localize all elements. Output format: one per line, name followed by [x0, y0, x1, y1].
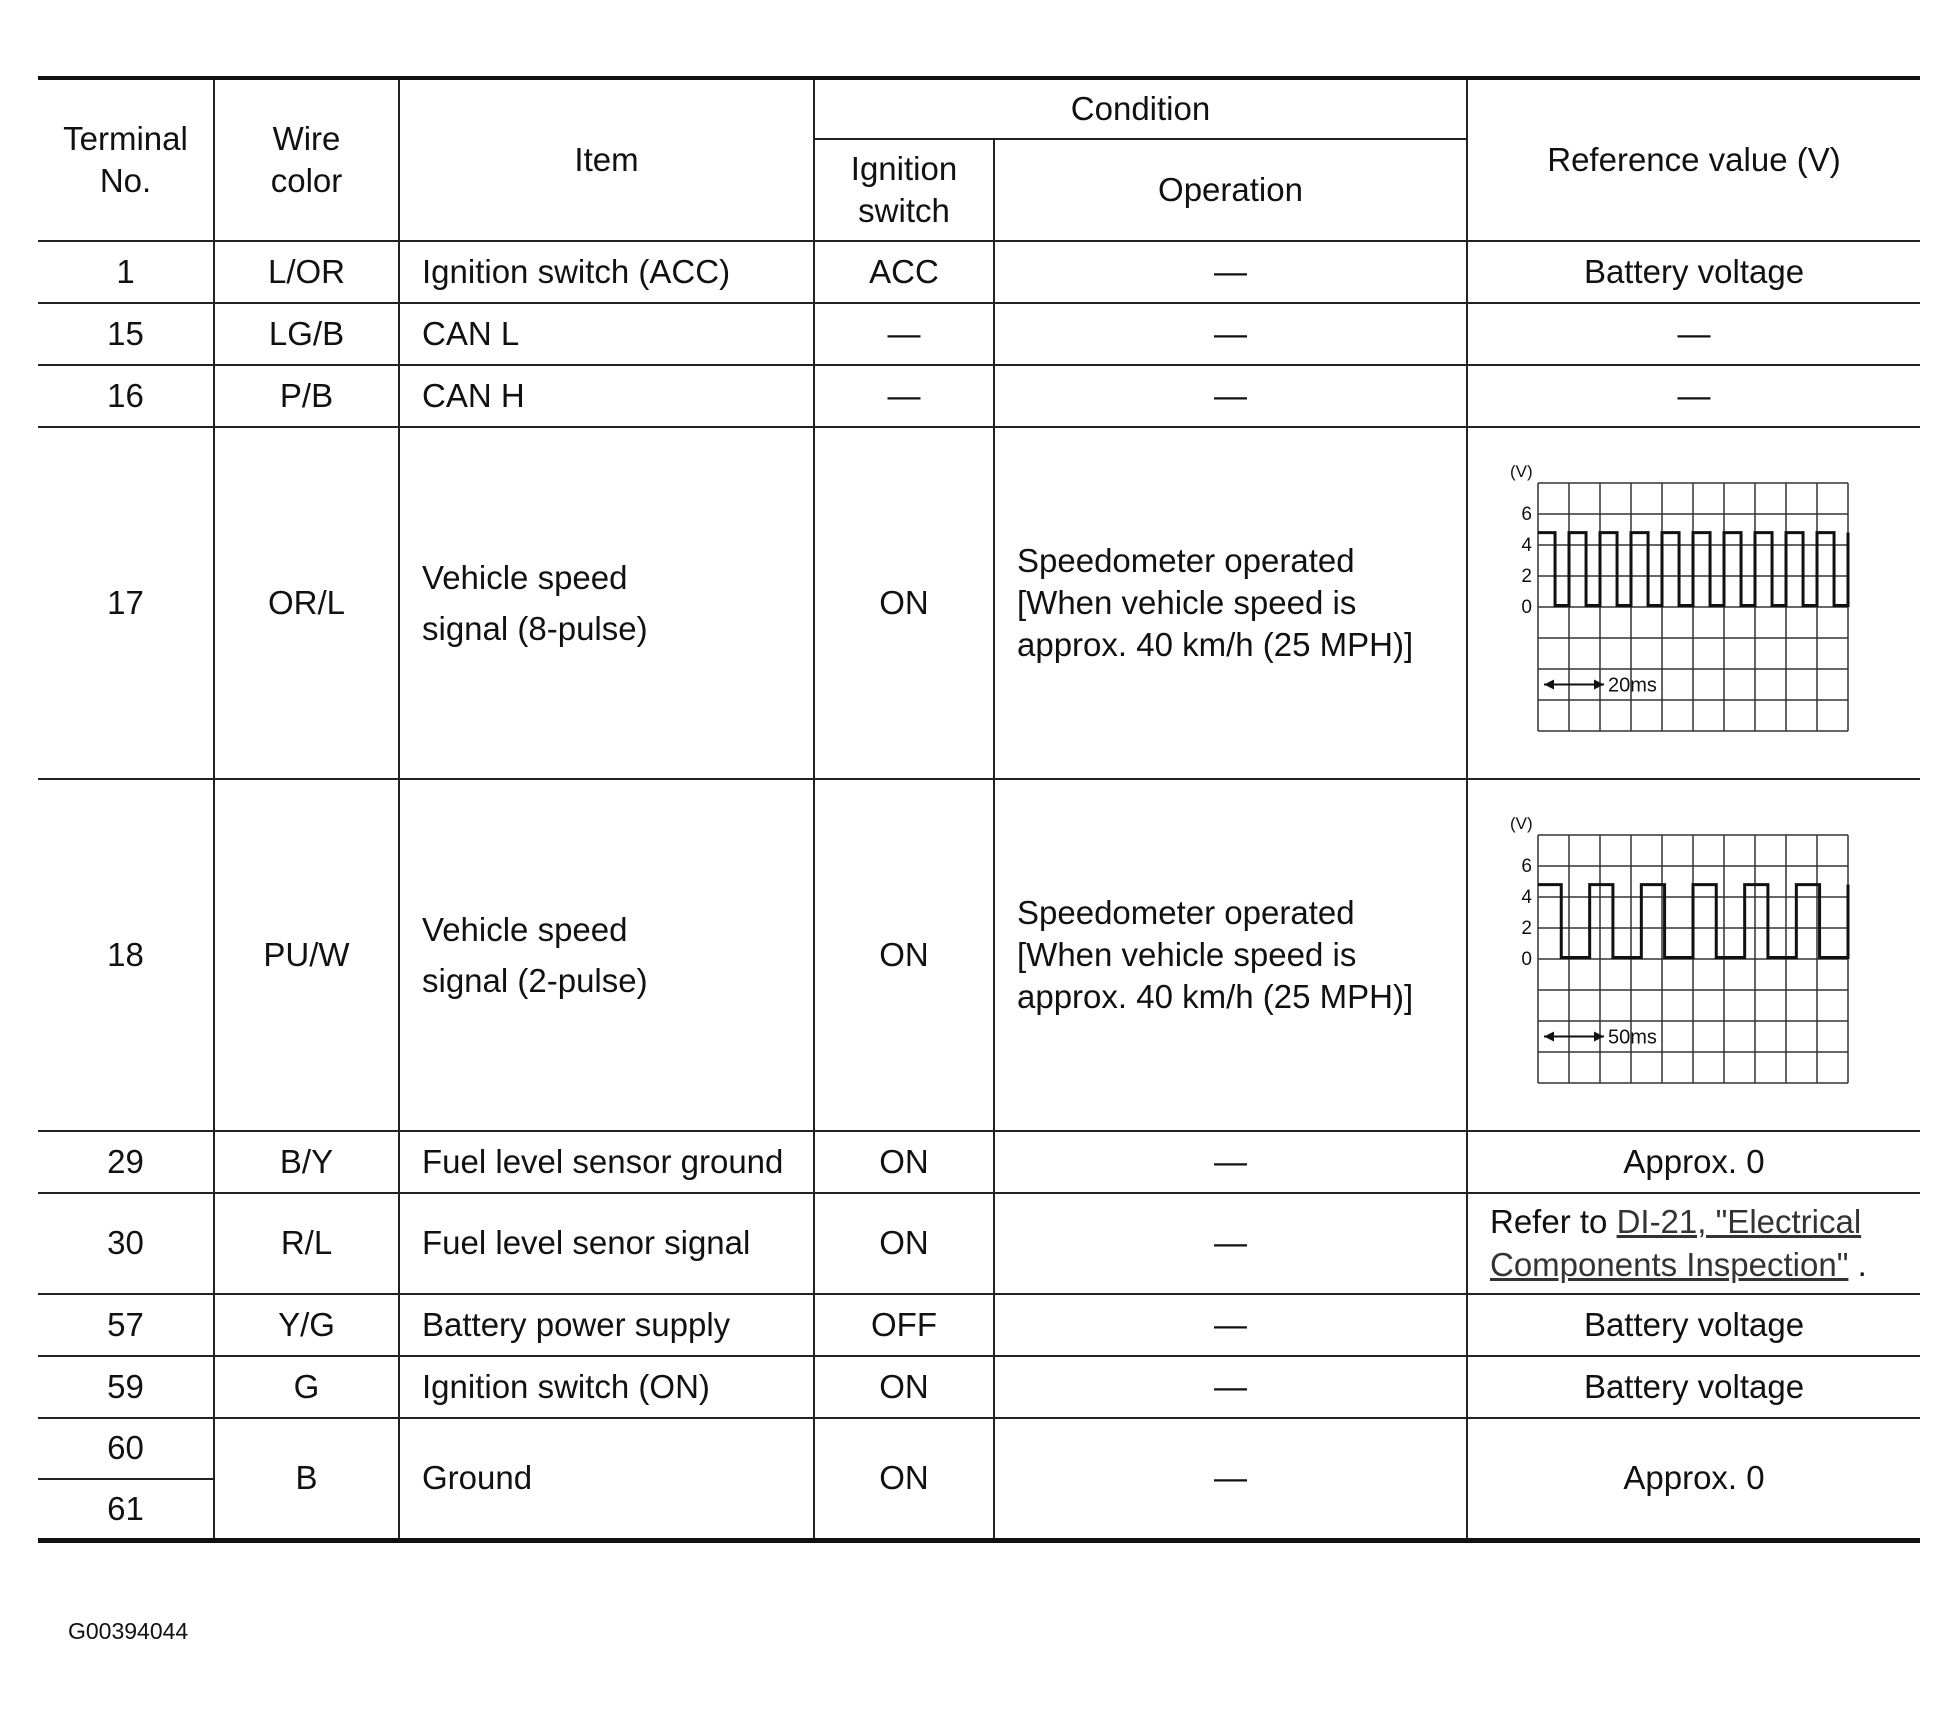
operation-cell: —	[994, 1294, 1467, 1356]
header-item: Item	[399, 78, 814, 241]
time-base-label: 20ms	[1608, 674, 1657, 697]
terminal-cell: 16	[38, 365, 214, 427]
y-tick-label: 0	[1521, 949, 1532, 970]
operation-cell: —	[994, 241, 1467, 303]
wire-cell: R/L	[214, 1193, 399, 1294]
scope-grid	[1538, 835, 1848, 1083]
reference-cell: Refer to DI-21, "Electrical Components Inspection" .	[1467, 1193, 1920, 1294]
wire-cell: P/B	[214, 365, 399, 427]
ignition-cell: ON	[814, 427, 994, 779]
terminal-cell: 15	[38, 303, 214, 365]
header-terminal: Terminal No.	[38, 78, 214, 241]
table-row	[38, 1418, 1920, 1479]
terminal-reference-table	[38, 76, 1920, 1543]
figure-id: G00394044	[68, 1618, 189, 1644]
square-wave-trace	[1538, 533, 1848, 606]
time-marker-arrow-left	[1544, 1032, 1554, 1042]
ignition-cell: ON	[814, 1418, 994, 1540]
table-row	[38, 427, 1920, 779]
terminal-cell: 59	[38, 1356, 214, 1418]
y-tick-label: 0	[1521, 597, 1532, 618]
item-cell: CAN H	[399, 365, 814, 427]
wire-cell: Y/G	[214, 1294, 399, 1356]
header-reference: Reference value (V)	[1467, 78, 1920, 241]
y-tick-label: 6	[1521, 504, 1532, 525]
ignition-cell: ON	[814, 779, 994, 1131]
terminal-cell: 60	[38, 1418, 214, 1479]
item-cell: Fuel level sensor ground	[399, 1131, 814, 1193]
terminal-cell: 17	[38, 427, 214, 779]
ignition-cell: ACC	[814, 241, 994, 303]
time-base-label: 50ms	[1608, 1026, 1657, 1049]
time-marker-arrow-left	[1544, 680, 1554, 690]
reference-cell	[1467, 427, 1920, 779]
header-operation: Operation	[994, 139, 1467, 241]
terminal-cell: 30	[38, 1193, 214, 1294]
terminal-cell: 61	[38, 1479, 214, 1540]
operation-cell: —	[994, 1418, 1467, 1540]
y-axis-unit: (V)	[1510, 815, 1533, 833]
ignition-cell: ON	[814, 1193, 994, 1294]
time-marker-arrow-right	[1594, 1032, 1604, 1042]
item-cell: Fuel level senor signal	[399, 1193, 814, 1294]
terminal-cell: 1	[38, 241, 214, 303]
item-cell: Ground	[399, 1418, 814, 1540]
reference-cell: Battery voltage	[1467, 1356, 1920, 1418]
ignition-cell: OFF	[814, 1294, 994, 1356]
item-cell: Battery power supply	[399, 1294, 814, 1356]
y-tick-label: 6	[1521, 856, 1532, 877]
y-tick-label: 4	[1521, 887, 1532, 908]
ignition-cell: ON	[814, 1356, 994, 1418]
wire-cell: LG/B	[214, 303, 399, 365]
table-row	[38, 1356, 1920, 1418]
waveform-8-pulse-chart	[1506, 463, 1866, 743]
waveform-2-pulse-chart	[1506, 815, 1866, 1095]
terminal-reference-table-wrapper	[38, 76, 1920, 1543]
table-row	[38, 1294, 1920, 1356]
table-row	[38, 1131, 1920, 1193]
item-cell: CAN L	[399, 303, 814, 365]
item-cell: Ignition switch (ACC)	[399, 241, 814, 303]
reference-cell: Battery voltage	[1467, 1294, 1920, 1356]
y-tick-label: 2	[1521, 918, 1532, 939]
wire-cell: G	[214, 1356, 399, 1418]
reference-cell: Approx. 0	[1467, 1131, 1920, 1193]
item-cell: Vehicle speed signal (2-pulse)	[399, 779, 814, 1131]
y-tick-label: 2	[1521, 566, 1532, 587]
scope-grid	[1538, 483, 1848, 731]
wire-cell: L/OR	[214, 241, 399, 303]
table-row	[38, 779, 1920, 1131]
reference-cell: —	[1467, 303, 1920, 365]
operation-cell: Speedometer operated [When vehicle speed is approx. 40 km/h (25 MPH)]	[994, 779, 1467, 1131]
operation-cell: —	[994, 1193, 1467, 1294]
table-row	[38, 303, 1920, 365]
ignition-cell: —	[814, 365, 994, 427]
di-21-reference-link[interactable]: DI-21, "Electrical Components Inspection"	[1490, 1203, 1862, 1283]
time-marker-arrow-right	[1594, 680, 1604, 690]
square-wave-trace	[1538, 885, 1848, 958]
header-ignition-switch: Ignition switch	[814, 139, 994, 241]
reference-cell: Approx. 0	[1467, 1418, 1920, 1540]
header-row-1	[38, 78, 1920, 139]
header-condition: Condition	[814, 78, 1467, 139]
table-row	[38, 365, 1920, 427]
wire-cell: PU/W	[214, 779, 399, 1131]
terminal-cell: 57	[38, 1294, 214, 1356]
operation-cell: Speedometer operated [When vehicle speed is approx. 40 km/h (25 MPH)]	[994, 427, 1467, 779]
terminal-cell: 29	[38, 1131, 214, 1193]
reference-cell	[1467, 779, 1920, 1131]
header-wire-color: Wire color	[214, 78, 399, 241]
ignition-cell: ON	[814, 1131, 994, 1193]
reference-cell: Battery voltage	[1467, 241, 1920, 303]
wire-cell: B/Y	[214, 1131, 399, 1193]
terminal-cell: 18	[38, 779, 214, 1131]
table-row	[38, 1193, 1920, 1294]
reference-cell: —	[1467, 365, 1920, 427]
table-row	[38, 241, 1920, 303]
operation-cell: —	[994, 1356, 1467, 1418]
ignition-cell: —	[814, 303, 994, 365]
item-cell: Vehicle speed signal (8-pulse)	[399, 427, 814, 779]
y-tick-label: 4	[1521, 535, 1532, 556]
y-axis-unit: (V)	[1510, 463, 1533, 481]
wire-cell: OR/L	[214, 427, 399, 779]
wire-cell: B	[214, 1418, 399, 1540]
operation-cell: —	[994, 303, 1467, 365]
operation-cell: —	[994, 365, 1467, 427]
item-cell: Ignition switch (ON)	[399, 1356, 814, 1418]
operation-cell: —	[994, 1131, 1467, 1193]
